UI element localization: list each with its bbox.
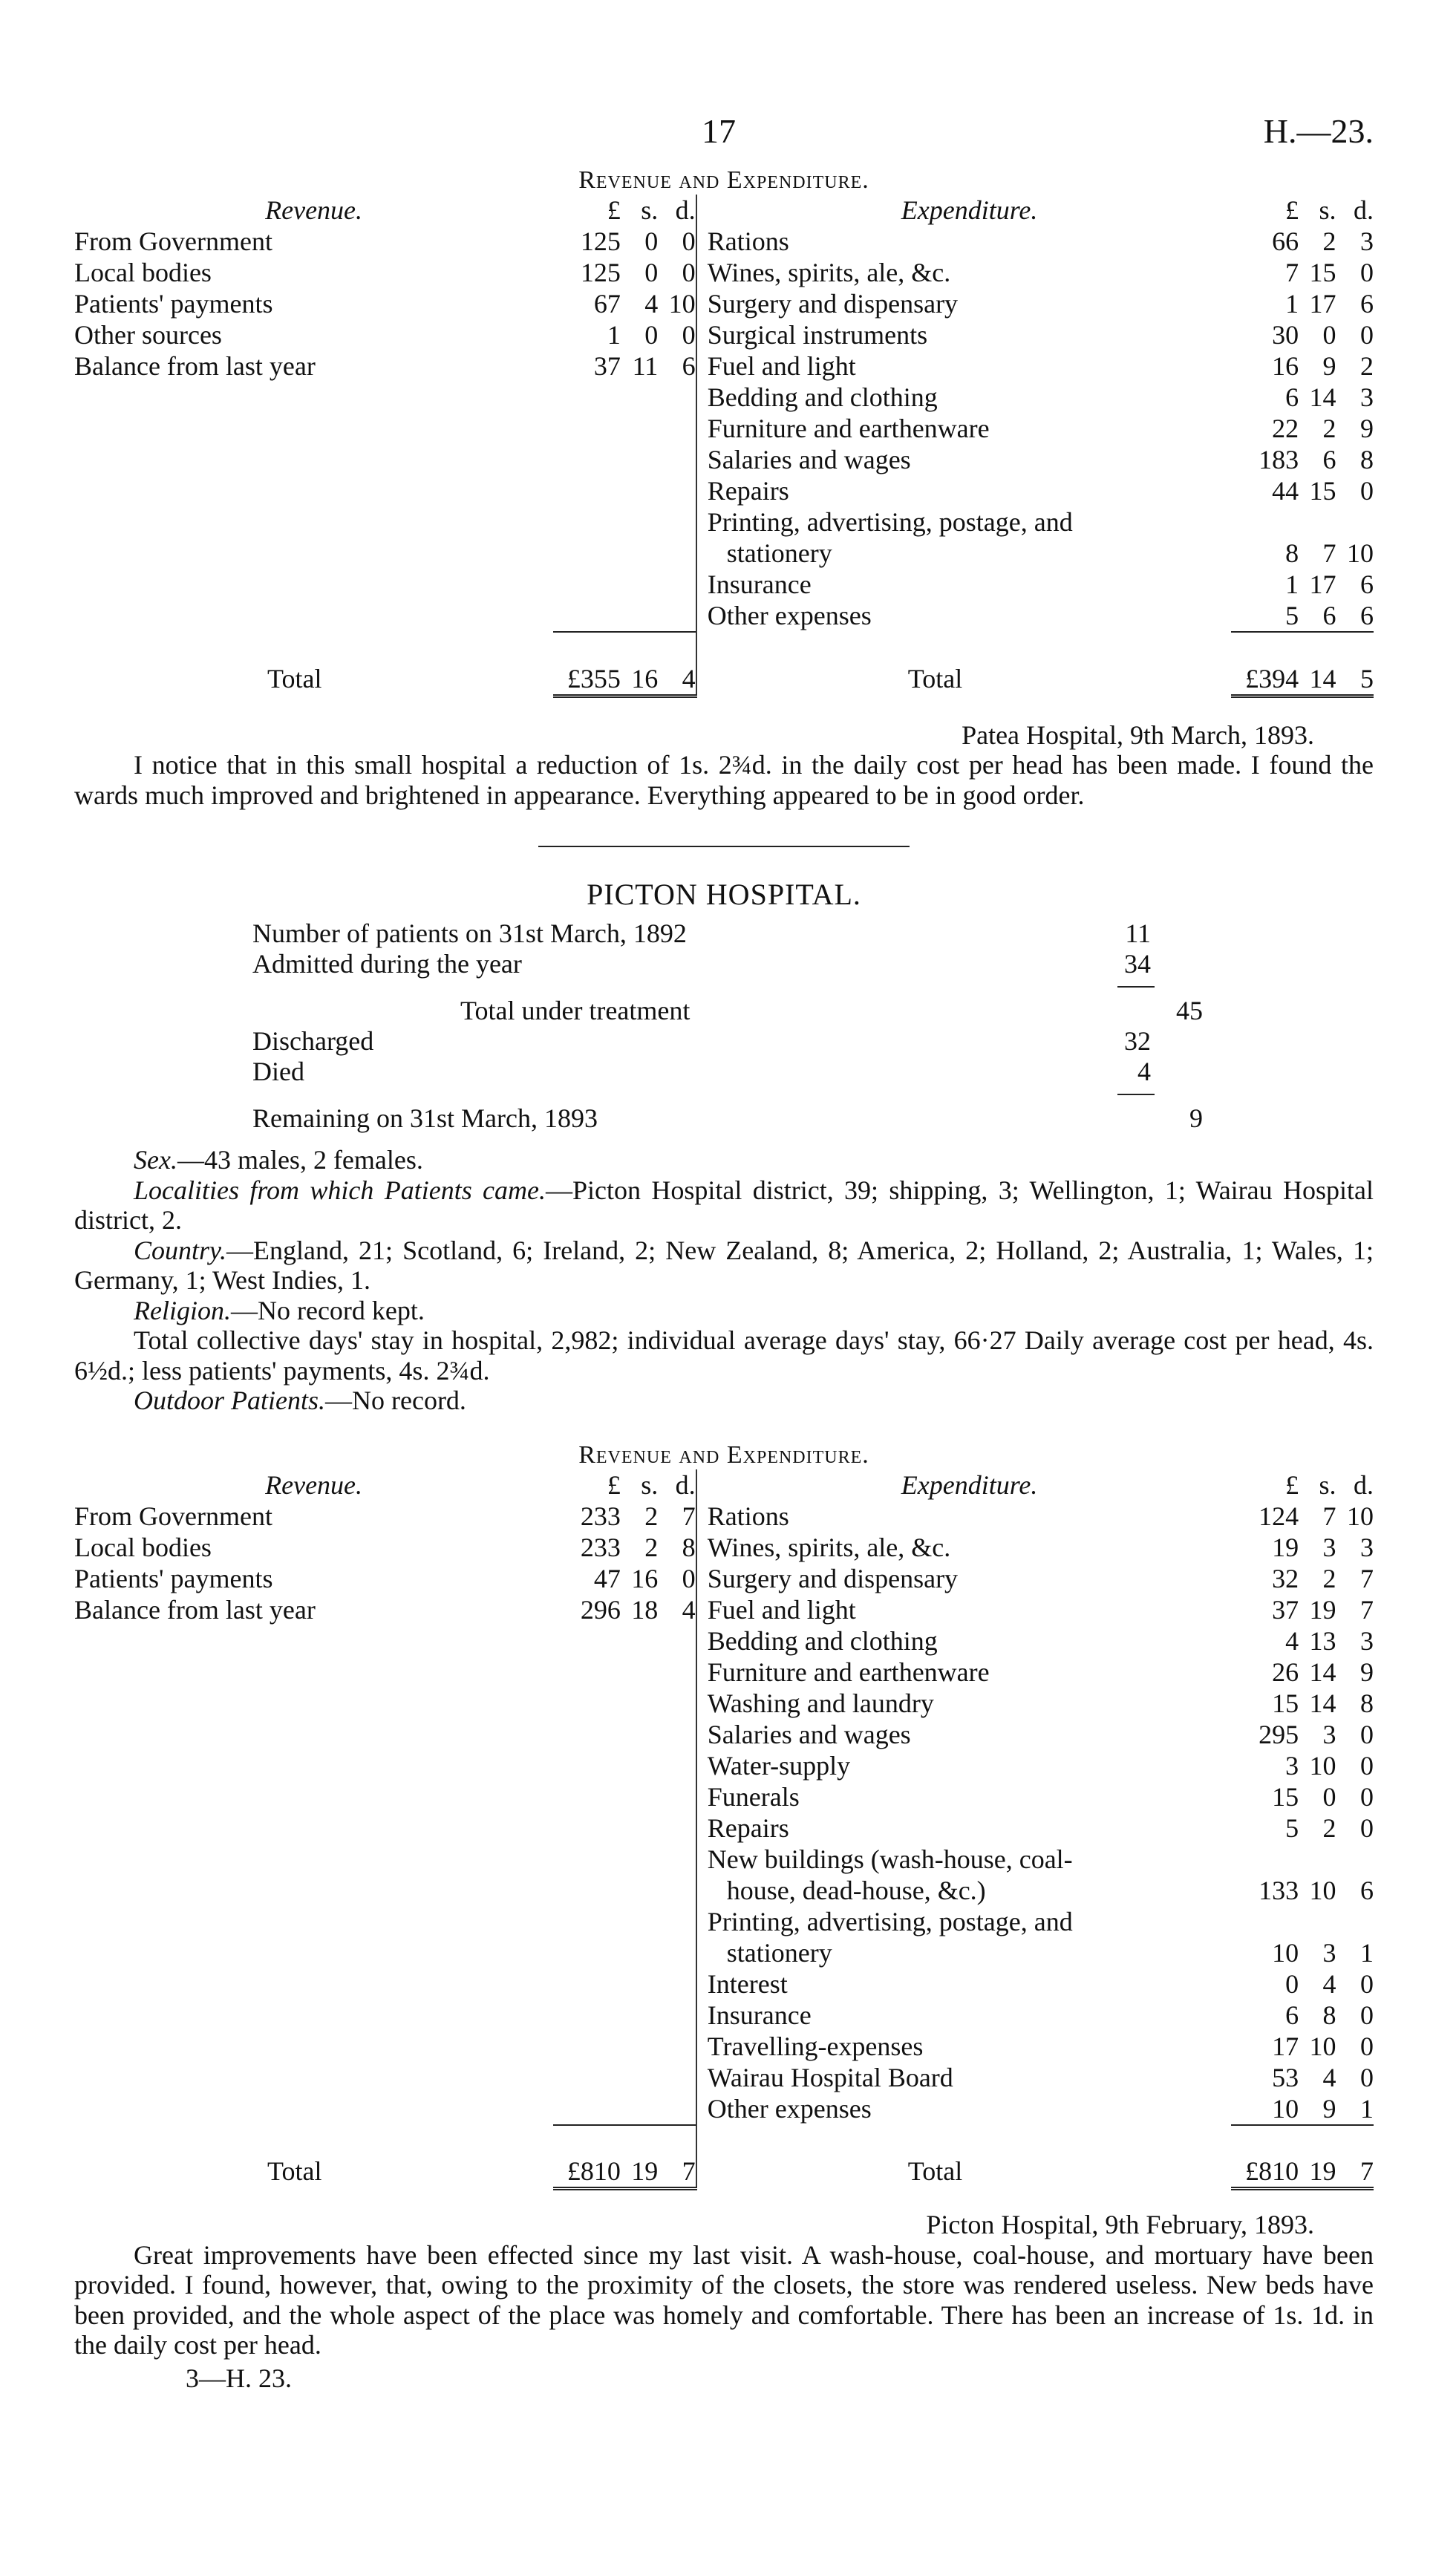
- religion-line: Religion.—No record kept.: [134, 1295, 425, 1325]
- expenditure-pounds: [1231, 1906, 1299, 1937]
- table-row: [74, 1594, 1374, 1625]
- stat-row: [252, 995, 1203, 1025]
- stat-label: Discharged: [252, 1026, 374, 1056]
- table-row: [74, 1906, 1374, 1937]
- expenditure-label: Rations: [707, 1501, 789, 1531]
- table-row: [74, 2031, 1374, 2062]
- table-row: [74, 288, 1374, 319]
- expenditure-shillings: 13: [1309, 1625, 1336, 1656]
- expenditure-label: Salaries and wages: [707, 1719, 911, 1749]
- stat-label: Died: [252, 1057, 304, 1086]
- unit-pence: d.: [675, 1469, 696, 1500]
- stat-value: 32: [1124, 1026, 1151, 1056]
- expenditure-shillings: 14: [1309, 1657, 1336, 1687]
- revenue-pounds: 67: [593, 289, 621, 319]
- expenditure-label: Wairau Hospital Board: [707, 2062, 953, 2092]
- unit-pence: d.: [1354, 195, 1374, 225]
- expenditure-shillings: [1299, 506, 1336, 538]
- stat-value: 11: [1125, 918, 1151, 948]
- expenditure-pence: 0: [1360, 2062, 1374, 2092]
- days-stay-line: Total collective days' stay in hospital, 2,982; individual average days' stay, 66·27 Daily average cost per head, 4s. 6½d.; less patients' payments, 4s. 2¾d.: [74, 1325, 1374, 1386]
- expenditure-shillings: 2: [1322, 1812, 1336, 1843]
- expenditure-shillings: 14: [1309, 382, 1336, 412]
- revenue-pence: 0: [682, 320, 696, 350]
- expenditure-label: Fuel and light: [707, 1594, 856, 1625]
- expenditure-pence: 3: [1360, 1625, 1374, 1656]
- revenue-pence: 0: [682, 226, 696, 256]
- expenditure-pence: 8: [1360, 445, 1374, 474]
- patea-remarks: I notice that in this small hospital a reduction of 1s. 2¾d. in the daily cost per head has been made. I found the wards much improved and brightened in appearance. Everything appeared to be in good order.: [74, 750, 1374, 810]
- expenditure-shillings: 7: [1322, 538, 1336, 568]
- expenditure-shillings: 2: [1322, 226, 1336, 256]
- unit-pence: d.: [675, 195, 696, 225]
- revenue-total-label: Total: [267, 2156, 322, 2186]
- stat-value: 34: [1124, 949, 1151, 979]
- unit-shillings: s.: [641, 1469, 659, 1500]
- unit-pounds: £: [1285, 195, 1299, 225]
- total-under-treatment-label: Total under treatment: [460, 996, 691, 1025]
- patea-place-date: Patea Hospital, 9th March, 1893.: [962, 719, 1314, 750]
- revenue-column-head: Revenue.: [265, 195, 363, 225]
- expenditure-pounds: 53: [1272, 2062, 1299, 2092]
- revenue-pounds: 1: [607, 320, 621, 350]
- table-row: [74, 257, 1374, 288]
- expenditure-pounds: 3: [1285, 1750, 1299, 1781]
- expenditure-pence: 0: [1360, 2031, 1374, 2061]
- revenue-pounds: 47: [593, 1563, 621, 1593]
- stat-row: [252, 918, 1151, 948]
- picton-place-date: Picton Hospital, 9th February, 1893.: [926, 2210, 1314, 2239]
- expenditure-label: Bedding and clothing: [707, 1625, 938, 1656]
- stat-label: Number of patients on 31st March, 1892: [252, 918, 687, 948]
- stat-label: Admitted during the year: [252, 949, 522, 979]
- table-row: [74, 350, 1374, 382]
- expenditure-shillings: 0: [1322, 320, 1336, 350]
- revenue-shillings: 2: [644, 1501, 659, 1531]
- stat-row: [252, 1103, 1203, 1133]
- expenditure-pounds: 30: [1272, 320, 1299, 350]
- expenditure-pounds: 5: [1285, 1812, 1299, 1843]
- stat-row: [252, 948, 1151, 979]
- expenditure-pence: 7: [1360, 1594, 1374, 1625]
- unit-pounds: £: [607, 1469, 621, 1500]
- expenditure-pence: 1: [1360, 1937, 1374, 1968]
- table-row: [74, 569, 1374, 600]
- expenditure-pence: 1: [1360, 2093, 1374, 2124]
- expenditure-pence: 0: [1360, 320, 1374, 350]
- expenditure-pounds: 1: [1285, 289, 1299, 319]
- expenditure-shillings: 4: [1322, 2062, 1336, 2092]
- table-row: [74, 1937, 1374, 1968]
- expenditure-pence: 10: [1347, 538, 1374, 568]
- expenditure-label: Fuel and light: [707, 351, 856, 381]
- expenditure-pounds: 15: [1272, 1688, 1299, 1718]
- table-row: [74, 1781, 1374, 1812]
- expenditure-pence: 0: [1360, 1750, 1374, 1781]
- revenue-pence: 0: [682, 1563, 696, 1593]
- expenditure-pounds: 15: [1272, 1781, 1299, 1812]
- expenditure-pounds: 10: [1272, 1937, 1299, 1968]
- expenditure-pounds: 133: [1259, 1875, 1299, 1905]
- expenditure-pence: 0: [1360, 1781, 1374, 1812]
- picton-patient-statistics: [252, 918, 1203, 1133]
- expenditure-shillings: 3: [1322, 1532, 1336, 1562]
- table-row: [74, 506, 1374, 538]
- localities-line: Localities from which Patients came.—Picton Hospital district, 39; shipping, 3; Wellington, 1; Wairau Hospital district, 2.: [74, 1175, 1374, 1235]
- picton-remarks: Great improvements have been effected since my last visit. A wash-house, coal-house, and mortuary have been provided. I found, however, that, owing to the proximity of the closets, the store was rendered useless. New beds have been provided, and the whole aspect of the place was homely and comfortable. There has been an increase of 1s. 1d. in the daily cost per head.: [74, 2239, 1374, 2360]
- expenditure-label: Insurance: [707, 570, 812, 599]
- expenditure-label: Rations: [707, 226, 789, 256]
- expenditure-label: Printing, advertising, postage, and: [707, 1906, 1073, 1936]
- outdoor-line: Outdoor Patients.—No record.: [134, 1386, 466, 1415]
- revenue-pounds: 233: [580, 1501, 621, 1531]
- stat-row: [252, 1056, 1151, 1086]
- expenditure-total-label: Total: [907, 2156, 963, 2186]
- revenue-shillings: 0: [644, 320, 659, 350]
- revenue-shillings: 4: [644, 289, 659, 319]
- expenditure-pounds: 17: [1272, 2031, 1299, 2061]
- expenditure-pounds: [1231, 1844, 1299, 1875]
- expenditure-total-shillings: 14: [1299, 663, 1336, 696]
- unit-shillings: s.: [1319, 195, 1336, 225]
- expenditure-label: Water-supply: [707, 1750, 851, 1781]
- expenditure-pence: 2: [1360, 351, 1374, 381]
- revenue-pounds: 37: [593, 351, 621, 381]
- patea-heading: Revenue and Expenditure.: [578, 166, 869, 194]
- table-row: [74, 2093, 1374, 2125]
- revenue-total-pounds: £355: [553, 663, 621, 696]
- expenditure-pounds: [1231, 506, 1299, 538]
- revenue-shillings: 11: [632, 351, 659, 381]
- expenditure-pence: [1336, 1906, 1374, 1937]
- revenue-shillings: 0: [644, 258, 659, 287]
- revenue-pounds: 125: [580, 258, 621, 287]
- revenue-pence: 8: [682, 1532, 696, 1562]
- expenditure-shillings: 15: [1309, 258, 1336, 287]
- table-row: [74, 2062, 1374, 2093]
- revenue-pounds: 296: [580, 1594, 621, 1625]
- revenue-shillings: 2: [644, 1532, 659, 1562]
- expenditure-label: Wines, spirits, ale, &c.: [707, 1532, 951, 1562]
- expenditure-pounds: 183: [1259, 445, 1299, 474]
- revenue-pence: 6: [682, 351, 696, 381]
- expenditure-shillings: 3: [1322, 1937, 1336, 1968]
- expenditure-pounds: 6: [1285, 382, 1299, 412]
- expenditure-shillings: 10: [1309, 1875, 1336, 1905]
- table-row: [74, 413, 1374, 444]
- expenditure-pounds: 7: [1285, 258, 1299, 287]
- revenue-total-pence: 7: [658, 2156, 696, 2189]
- expenditure-label: Repairs: [707, 476, 789, 506]
- expenditure-label: Furniture and earthenware: [707, 414, 990, 443]
- expenditure-label: Salaries and wages: [707, 445, 911, 474]
- expenditure-label: Surgery and dispensary: [707, 1563, 959, 1593]
- expenditure-shillings: [1299, 1906, 1336, 1937]
- revenue-pounds: 233: [580, 1532, 621, 1562]
- table-row: [74, 444, 1374, 475]
- page-header: [74, 111, 1374, 156]
- expenditure-shillings: 3: [1322, 1719, 1336, 1749]
- unit-shillings: s.: [1319, 1469, 1336, 1500]
- expenditure-shillings: 0: [1322, 1781, 1336, 1812]
- expenditure-label: stationery: [726, 1937, 832, 1968]
- expenditure-label: New buildings (wash-house, coal-: [707, 1844, 1073, 1874]
- unit-pounds: £: [607, 195, 621, 225]
- expenditure-label: Printing, advertising, postage, and: [707, 507, 1073, 537]
- expenditure-pence: 6: [1360, 570, 1374, 599]
- revenue-label: From Government: [74, 1501, 272, 1531]
- table-row: [74, 2000, 1374, 2031]
- remaining-value: 9: [1189, 1103, 1203, 1133]
- section-divider: [538, 846, 910, 847]
- expenditure-pence: 7: [1360, 1563, 1374, 1593]
- expenditure-pence: 6: [1360, 1875, 1374, 1905]
- unit-pounds: £: [1285, 1469, 1299, 1500]
- expenditure-pence: 0: [1360, 2000, 1374, 2030]
- sex-line: Sex.—43 males, 2 females.: [134, 1145, 423, 1175]
- unit-shillings: s.: [641, 195, 659, 225]
- expenditure-shillings: 10: [1309, 2031, 1336, 2061]
- expenditure-shillings: [1299, 1844, 1336, 1875]
- signature-mark: 3—H. 23.: [186, 2363, 292, 2393]
- expenditure-label: Repairs: [707, 1812, 789, 1843]
- expenditure-column-head: Expenditure.: [901, 195, 1038, 225]
- expenditure-pence: 0: [1360, 476, 1374, 506]
- expenditure-label: Other expenses: [707, 2093, 872, 2124]
- expenditure-pence: 6: [1360, 289, 1374, 319]
- revenue-column-head: Revenue.: [265, 1469, 363, 1500]
- table-row: [74, 1875, 1374, 1906]
- revenue-label: Balance from last year: [74, 1594, 316, 1625]
- revenue-label: Other sources: [74, 320, 222, 350]
- expenditure-label: Wines, spirits, ale, &c.: [707, 258, 951, 287]
- revenue-shillings: 0: [644, 226, 659, 256]
- expenditure-shillings: 17: [1309, 289, 1336, 319]
- expenditure-shillings: 6: [1322, 445, 1336, 474]
- revenue-pence: 10: [668, 289, 696, 319]
- revenue-total-label: Total: [267, 663, 322, 694]
- expenditure-label: house, dead-house, &c.): [726, 1875, 986, 1905]
- expenditure-pounds: 0: [1285, 1968, 1299, 1999]
- table-row: [74, 1625, 1374, 1657]
- revenue-label: Local bodies: [74, 258, 212, 287]
- picton-revenue-expenditure-table: [74, 1469, 1374, 2191]
- expenditure-total-pence: 5: [1336, 663, 1374, 696]
- expenditure-label: Surgery and dispensary: [707, 289, 959, 319]
- remaining-label: Remaining on 31st March, 1893: [252, 1103, 598, 1133]
- expenditure-label: Other expenses: [707, 601, 872, 630]
- expenditure-pounds: 5: [1285, 601, 1299, 630]
- revenue-shillings: 18: [631, 1594, 659, 1625]
- expenditure-column-head: Expenditure.: [901, 1469, 1038, 1500]
- expenditure-label: Travelling-expenses: [707, 2031, 924, 2061]
- expenditure-shillings: 6: [1322, 601, 1336, 630]
- expenditure-label: Insurance: [707, 2000, 812, 2030]
- expenditure-total-pence: 7: [1336, 2156, 1374, 2189]
- totals-row: [74, 2156, 1374, 2189]
- total-under-treatment-value: 45: [1176, 996, 1203, 1025]
- expenditure-pounds: 1: [1285, 570, 1299, 599]
- page-number: 17: [702, 112, 736, 150]
- expenditure-pounds: 44: [1272, 476, 1299, 506]
- expenditure-shillings: 14: [1309, 1688, 1336, 1718]
- table-row: [74, 538, 1374, 569]
- expenditure-total-pounds: £394: [1231, 663, 1299, 696]
- expenditure-total-pounds: £810: [1231, 2156, 1299, 2189]
- revenue-label: From Government: [74, 226, 272, 256]
- revenue-label: Patients' payments: [74, 1563, 273, 1593]
- document-code: H.—23.: [1263, 112, 1374, 150]
- table-row: [74, 382, 1374, 413]
- expenditure-pounds: 22: [1272, 414, 1299, 443]
- revenue-shillings: 16: [631, 1563, 659, 1593]
- expenditure-pence: 0: [1360, 1719, 1374, 1749]
- expenditure-pounds: 6: [1285, 2000, 1299, 2030]
- expenditure-pence: 9: [1360, 1657, 1374, 1687]
- table-row: [74, 1657, 1374, 1688]
- expenditure-pence: 0: [1360, 1968, 1374, 1999]
- revenue-pence: 7: [682, 1501, 696, 1531]
- stat-value: 4: [1137, 1057, 1151, 1086]
- expenditure-pence: 0: [1360, 1812, 1374, 1843]
- expenditure-pounds: 16: [1272, 351, 1299, 381]
- unit-pence: d.: [1354, 1469, 1374, 1500]
- expenditure-shillings: 8: [1322, 2000, 1336, 2030]
- expenditure-pence: 3: [1360, 226, 1374, 256]
- expenditure-label: stationery: [726, 538, 832, 568]
- table-row: [74, 226, 1374, 257]
- picton-heading: Revenue and Expenditure.: [578, 1440, 869, 1469]
- revenue-pence: 0: [682, 258, 696, 287]
- table-row: [74, 600, 1374, 632]
- revenue-total-pounds: £810: [553, 2156, 621, 2189]
- expenditure-pounds: 26: [1272, 1657, 1299, 1687]
- expenditure-pence: [1336, 506, 1374, 538]
- table-row: [74, 1812, 1374, 1844]
- table-row: [74, 1968, 1374, 2000]
- expenditure-pounds: 124: [1259, 1501, 1299, 1531]
- revenue-label: Balance from last year: [74, 351, 316, 381]
- table-row: [74, 1501, 1374, 1532]
- revenue-total-shillings: 19: [621, 2156, 658, 2189]
- expenditure-pence: 6: [1360, 601, 1374, 630]
- picton-title: PICTON HOSPITAL.: [587, 878, 861, 911]
- table-row: [74, 1719, 1374, 1750]
- stat-row: [252, 1025, 1151, 1056]
- expenditure-pence: 3: [1360, 382, 1374, 412]
- table-row: [74, 475, 1374, 506]
- expenditure-pounds: 10: [1272, 2093, 1299, 2124]
- expenditure-pence: 0: [1360, 258, 1374, 287]
- expenditure-shillings: 2: [1322, 414, 1336, 443]
- expenditure-label: Washing and laundry: [707, 1688, 934, 1718]
- revenue-total-shillings: 16: [621, 663, 658, 696]
- table-row: [74, 1563, 1374, 1594]
- expenditure-label: Funerals: [707, 1781, 800, 1812]
- expenditure-pence: [1336, 1844, 1374, 1875]
- expenditure-shillings: 19: [1309, 1594, 1336, 1625]
- expenditure-pounds: 32: [1272, 1563, 1299, 1593]
- expenditure-shillings: 17: [1309, 570, 1336, 599]
- expenditure-pounds: 8: [1285, 538, 1299, 568]
- expenditure-shillings: 4: [1322, 1968, 1336, 1999]
- expenditure-pence: 8: [1360, 1688, 1374, 1718]
- table-row: [74, 1532, 1374, 1563]
- patea-revenue-expenditure-table: [74, 195, 1374, 698]
- revenue-pence: 4: [682, 1594, 696, 1625]
- expenditure-total-label: Total: [907, 663, 963, 694]
- totals-row: [74, 663, 1374, 696]
- revenue-label: Patients' payments: [74, 289, 273, 319]
- expenditure-pence: 10: [1347, 1501, 1374, 1531]
- expenditure-label: Furniture and earthenware: [707, 1657, 990, 1687]
- expenditure-shillings: 10: [1309, 1750, 1336, 1781]
- expenditure-total-shillings: 19: [1299, 2156, 1336, 2189]
- expenditure-pounds: 66: [1272, 226, 1299, 256]
- expenditure-shillings: 9: [1322, 2093, 1336, 2124]
- expenditure-pounds: 295: [1259, 1719, 1299, 1749]
- expenditure-shillings: 7: [1322, 1501, 1336, 1531]
- expenditure-pence: 9: [1360, 414, 1374, 443]
- expenditure-label: Surgical instruments: [707, 320, 928, 350]
- expenditure-shillings: 9: [1322, 351, 1336, 381]
- table-row: [74, 1750, 1374, 1781]
- revenue-total-pence: 4: [658, 663, 696, 696]
- expenditure-label: Interest: [707, 1968, 788, 1999]
- document-page: [74, 111, 1374, 2393]
- revenue-label: Local bodies: [74, 1532, 212, 1562]
- revenue-pounds: 125: [580, 226, 621, 256]
- table-row: [74, 1844, 1374, 1875]
- country-line: Country.—England, 21; Scotland, 6; Ireland, 2; New Zealand, 8; America, 2; Holland, 2; Australia, 1; Wales, 1; Germany, 1; West Indies, 1.: [74, 1235, 1374, 1295]
- expenditure-pounds: 4: [1285, 1625, 1299, 1656]
- table-row: [74, 319, 1374, 350]
- expenditure-shillings: 2: [1322, 1563, 1336, 1593]
- expenditure-pounds: 19: [1272, 1532, 1299, 1562]
- expenditure-label: Bedding and clothing: [707, 382, 938, 412]
- expenditure-shillings: 15: [1309, 476, 1336, 506]
- table-row: [74, 1688, 1374, 1719]
- expenditure-pence: 3: [1360, 1532, 1374, 1562]
- expenditure-pounds: 37: [1272, 1594, 1299, 1625]
